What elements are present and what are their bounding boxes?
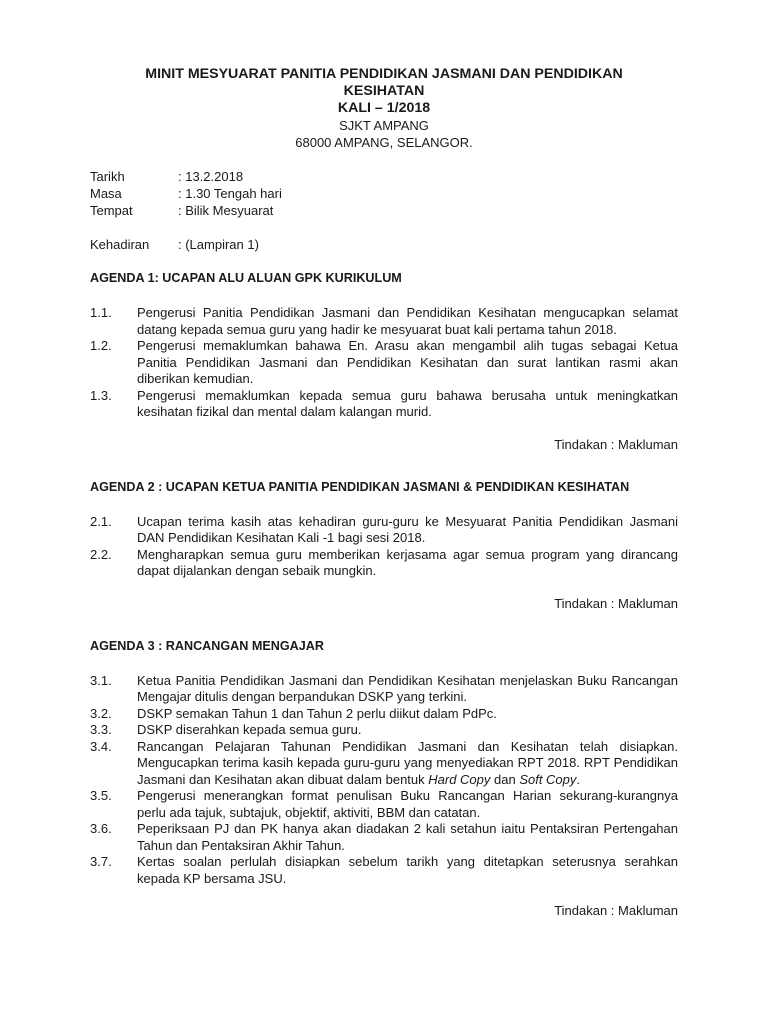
attendance-value: : (Lampiran 1) xyxy=(178,237,259,252)
info-row-time xyxy=(90,185,678,202)
agenda-3-heading: AGENDA 3 : RANCANGAN MENGAJAR xyxy=(90,638,324,653)
agenda-item xyxy=(90,673,678,706)
agenda-1-heading: AGENDA 1: UCAPAN ALU ALUAN GPK KURIKULUM xyxy=(90,271,402,285)
document-header xyxy=(90,66,678,151)
agenda-2-items xyxy=(90,514,678,580)
item-text-part: . xyxy=(576,771,581,787)
agenda-2-section xyxy=(90,479,678,612)
agenda-2-action: Tindakan : Makluman xyxy=(554,595,678,611)
info-value: : 1.30 Tengah hari xyxy=(178,186,282,201)
agenda-3-items xyxy=(90,673,678,888)
agenda-1-action: Tindakan : Makluman xyxy=(554,436,678,452)
agenda-3-action: Tindakan : Makluman xyxy=(554,903,678,918)
item-text: Pengerusi Panitia Pendidikan Jasmani dan Pendidikan Kesihatan mengucapkan selamat datang kepada semua guru yang hadir ke mesyuarat buat kali pertama tahun 2018. xyxy=(137,305,678,337)
agenda-item xyxy=(90,388,678,421)
item-number: 3.2. xyxy=(90,705,112,721)
item-text: Kertas soalan perlulah disiapkan sebelum tarikh yang ditetapkan seterusnya serahkan kepada KP bersama JSU. xyxy=(137,854,678,886)
agenda-item xyxy=(90,854,678,887)
item-text: Pengerusi menerangkan format penulisan Buku Rancangan Harian sekurang-kurangnya perlu ada tajuk, subtajuk, objektif, aktiviti, BBM dan catatan. xyxy=(137,788,678,820)
item-text xyxy=(137,739,678,789)
item-text: Ketua Panitia Pendidikan Jasmani dan Pendidikan Kesihatan menjelaskan Buku Rancangan Mengajar ditulis dengan berpandukan DSKP yang terkini. xyxy=(137,672,678,704)
item-number: 3.7. xyxy=(90,854,112,869)
agenda-item xyxy=(90,821,678,854)
hard-copy-term: Hard Copy xyxy=(428,771,491,787)
agenda-item xyxy=(90,722,678,739)
info-value: : Bilik Mesyuarat xyxy=(178,203,274,218)
school-name: SJKT AMPANG xyxy=(339,118,429,133)
agenda-item xyxy=(90,739,678,789)
info-label: Masa xyxy=(90,186,122,201)
info-label: Tarikh xyxy=(90,169,125,184)
agenda-item xyxy=(90,514,678,547)
item-number: 2.2. xyxy=(90,546,112,562)
item-number: 1.3. xyxy=(90,387,112,403)
item-number: 3.5. xyxy=(90,788,112,803)
item-number: 3.1. xyxy=(90,672,112,688)
agenda-1-items xyxy=(90,305,678,421)
document-title-line2: KESIHATAN xyxy=(343,83,425,99)
document-title-line1: MINIT MESYUARAT PANITIA PENDIDIKAN JASMANI DAN PENDIDIKAN xyxy=(145,66,623,82)
item-text: Peperiksaan PJ dan PK hanya akan diadakan 2 kali setahun iaitu Pentaksiran Pertengahan Tahun dan Pentaksiran Akhir Tahun. xyxy=(137,821,678,853)
item-text: Pengerusi memaklumkan kepada semua guru bahawa berusaha untuk meningkatkan kesihatan fizikal dan mental dalam kalangan murid. xyxy=(137,387,678,419)
item-text-part: Rancangan Pelajaran Tahunan Pendidikan Jasmani dan Kesihatan telah disiapkan. Mengucapkan terima kasih kepada guru-guru yang menyediakan RPT 2018. RPT Pendidikan Jasmani dan Kesihatan akan dibuat dalam bentuk xyxy=(137,738,678,787)
agenda-3-section xyxy=(90,638,678,920)
item-number: 3.3. xyxy=(90,722,112,737)
item-text-part: dan xyxy=(490,771,520,787)
soft-copy-term: Soft Copy xyxy=(519,771,577,787)
attendance-row xyxy=(90,236,678,253)
item-number: 1.2. xyxy=(90,338,112,353)
item-number: 3.6. xyxy=(90,821,112,836)
info-value: : 13.2.2018 xyxy=(178,169,244,184)
item-text: Pengerusi memaklumkan bahawa En. Arasu akan mengambil alih tugas sebagai Ketua Panitia Pendidikan Jasmani dan Pendidikan Kesihatan dan surat lantikan rasmi akan diberikan kemudian. xyxy=(137,338,678,386)
agenda-item xyxy=(90,547,678,580)
school-address: 68000 AMPANG, SELANGOR. xyxy=(295,135,473,150)
agenda-item xyxy=(90,338,678,388)
agenda-1-section xyxy=(90,270,678,453)
info-label: Tempat xyxy=(90,203,133,218)
item-text: DSKP semakan Tahun 1 dan Tahun 2 perlu diikut dalam PdPc. xyxy=(137,705,497,721)
item-text: Ucapan terima kasih atas kehadiran guru-guru ke Mesyuarat Panitia Pendidikan Jasmani DAN Pendidikan Kesihatan Kali -1 bagi sesi 2018. xyxy=(137,513,678,545)
agenda-item xyxy=(90,788,678,821)
item-number: 1.1. xyxy=(90,305,112,320)
agenda-2-heading: AGENDA 2 : UCAPAN KETUA PANITIA PENDIDIKAN JASMANI & PENDIDIKAN KESIHATAN xyxy=(90,479,630,494)
meeting-info xyxy=(90,168,678,219)
item-text: Mengharapkan semua guru memberikan kerjasama agar semua program yang dirancang dapat dijalankan dengan sebaik mungkin. xyxy=(137,546,678,578)
item-number: 3.4. xyxy=(90,738,112,754)
document-title-meeting-number: KALI – 1/2018 xyxy=(337,100,431,116)
agenda-item xyxy=(90,706,678,723)
info-row-date xyxy=(90,168,678,185)
agenda-item xyxy=(90,305,678,338)
info-row-place xyxy=(90,202,678,219)
attendance-label: Kehadiran xyxy=(90,237,150,252)
item-text: DSKP diserahkan kepada semua guru. xyxy=(137,722,362,737)
item-number: 2.1. xyxy=(90,513,112,529)
